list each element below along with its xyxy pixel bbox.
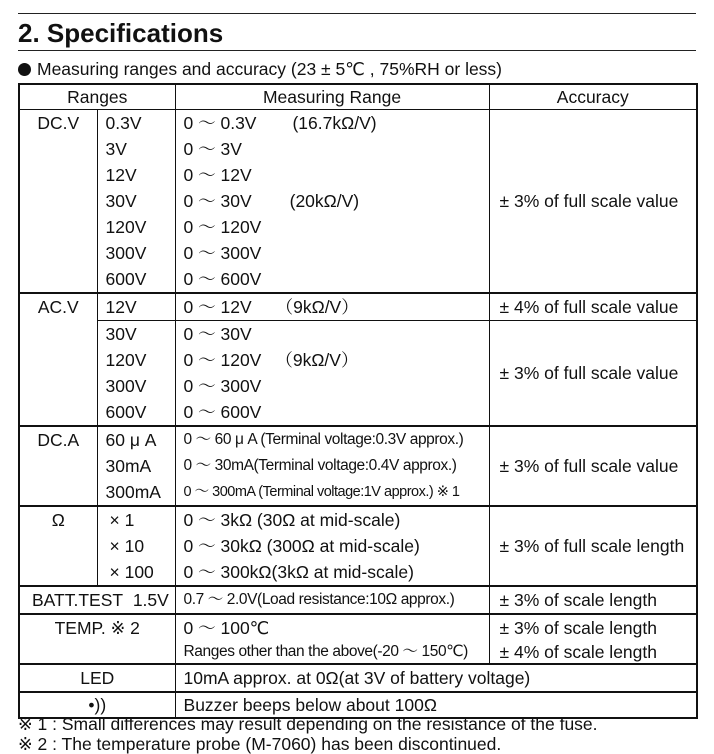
dcv-row: [19, 110, 697, 294]
heading-underline: [18, 50, 696, 51]
dca-accuracy: ± 3% of full scale value: [489, 426, 697, 506]
header-row: [19, 84, 697, 110]
buzzer-icon: •)): [88, 695, 107, 715]
buzzer-text: Buzzer beeps below about 100Ω: [175, 692, 697, 718]
top-rule: [18, 13, 696, 14]
dcv-ranges: 0.3V 3V 12V 30V 120V 300V 600V: [97, 110, 175, 294]
batt-accuracy: ± 3% of scale length: [489, 586, 697, 614]
led-label: LED: [19, 664, 175, 692]
header-measuring: Measuring Range: [175, 84, 489, 110]
ohm-label: Ω: [19, 506, 97, 586]
section-heading: 2. Specifications: [18, 18, 224, 48]
ohm-measuring: 0 ～ 3kΩ (30Ω at mid-scale) 0 ～ 30kΩ (300Ω at mid-scale) 0 ～ 300kΩ(3kΩ at mid-scale): [175, 506, 489, 586]
ohm-ranges: × 1 × 10 × 100: [97, 506, 175, 586]
footnote-2: ※ 2 : The temperature probe (M-7060) has been discontinued.: [18, 734, 502, 754]
dcv-label: DC.V: [19, 110, 97, 294]
acv-range-12v: 12V: [97, 293, 175, 321]
ohm-row: [19, 506, 697, 586]
temp-measuring: 0 ～ 100℃ Ranges other than the above(-20 ～ 150℃): [175, 614, 489, 664]
acv-row-12v: [19, 293, 697, 321]
subtitle: [18, 58, 502, 80]
specifications-table: [18, 83, 698, 719]
acv-label: AC.V: [19, 293, 97, 426]
acv-row-rest: [19, 321, 697, 427]
footnote-1: ※ 1 : Small differences may result depending on the resistance of the fuse.: [18, 714, 598, 734]
batt-row: [19, 586, 697, 614]
batt-label: BATT.TEST 1.5V: [19, 586, 175, 614]
ohm-accuracy: ± 3% of full scale length: [489, 506, 697, 586]
dca-label: DC.A: [19, 426, 97, 506]
dcv-measuring: 0 ～ 0.3V (16.7kΩ/V) 0 ～ 3V 0 ～ 12V 0 ～ 30V (20kΩ/V) 0 ～ 120V 0 ～ 300V 0 ～ 600V: [175, 110, 489, 294]
acv-measuring: 0 ～ 30V 0 ～ 120V （9kΩ/V） 0 ～ 300V 0 ～ 600V: [175, 321, 489, 427]
batt-measuring: 0.7 ～ 2.0V(Load resistance:10Ω approx.): [175, 586, 489, 614]
acv-ranges: 30V 120V 300V 600V: [97, 321, 175, 427]
acv-accuracy-12v: ± 4% of full scale value: [489, 293, 697, 321]
dcv-accuracy: ± 3% of full scale value: [489, 110, 697, 294]
bullet-icon: [18, 63, 31, 76]
header-accuracy: Accuracy: [489, 84, 697, 110]
temp-label: TEMP. ※ 2: [19, 614, 175, 664]
acv-accuracy: ± 3% of full scale value: [489, 321, 697, 427]
temp-row: [19, 614, 697, 664]
header-ranges: Ranges: [19, 84, 175, 110]
dca-row: [19, 426, 697, 506]
subtitle-text: Measuring ranges and accuracy (23 ± 5℃ , 75%RH or less): [37, 59, 503, 79]
led-text: 10mA approx. at 0Ω(at 3V of battery voltage): [175, 664, 697, 692]
dca-measuring: 0 ～ 60 μ A (Terminal voltage:0.3V approx.) 0 ～ 30mA(Terminal voltage:0.4V approx.) 0 ～ 300mA (Terminal voltage:1V approx.) ※ 1: [175, 426, 489, 506]
acv-measuring-12v: 0 ～ 12V （9kΩ/V）: [175, 293, 489, 321]
led-row: [19, 664, 697, 692]
dca-ranges: 60 μ A 30mA 300mA: [97, 426, 175, 506]
temp-accuracy: ± 3% of scale length ± 4% of scale length: [489, 614, 697, 664]
